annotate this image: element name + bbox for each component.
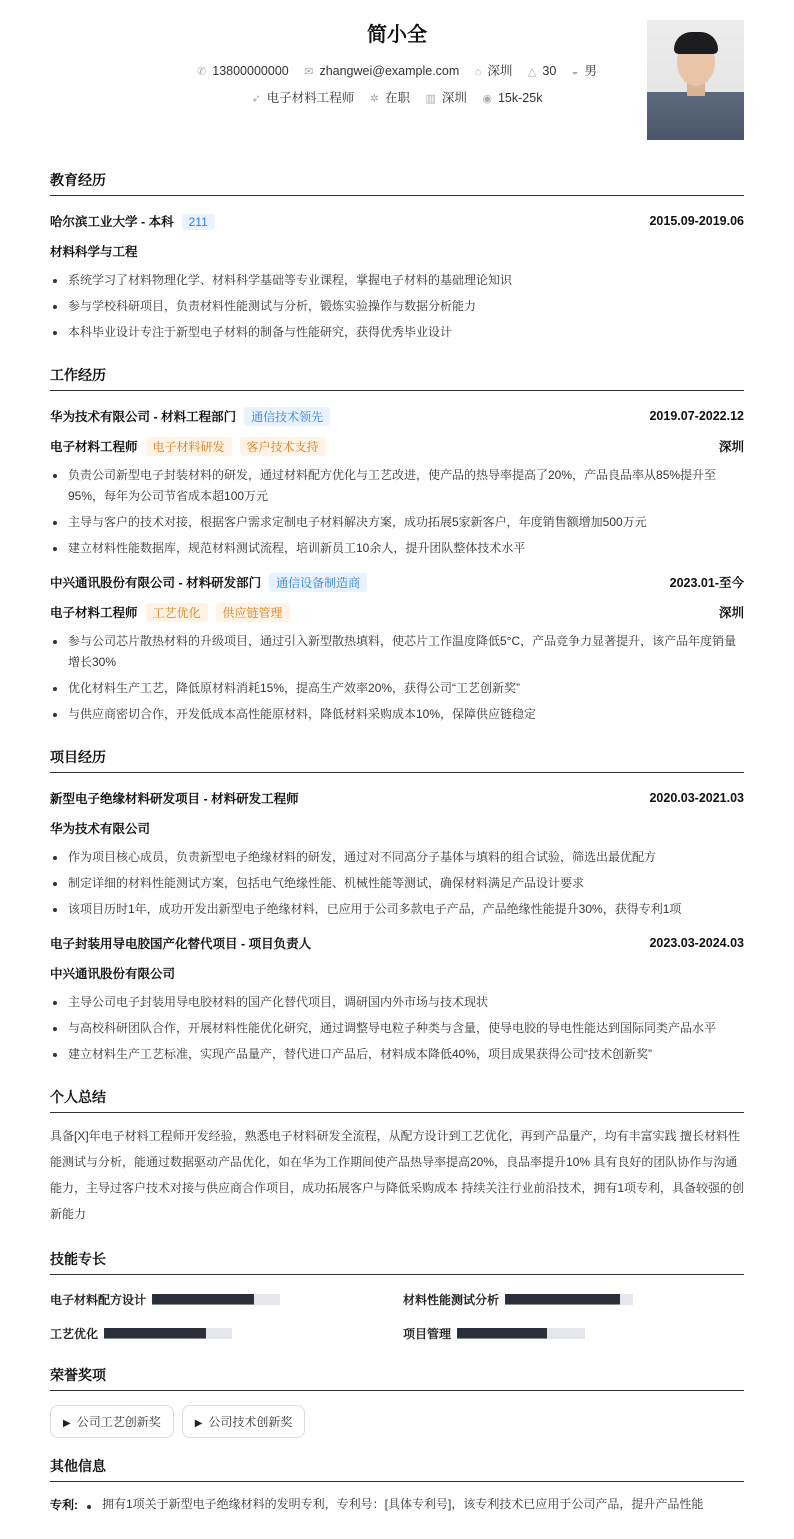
send-icon: ➶ (251, 93, 261, 105)
skill-item (50, 1323, 403, 1343)
other-section (50, 1456, 744, 1517)
list-item: 本科毕业设计专注于新型电子材料的制备与性能研究，获得优秀毕业设计 (50, 322, 744, 343)
list-item: 主导与客户的技术对接，根据客户需求定制电子材料解决方案，成功拓展5家新客户，年度销售额增加500万元 (50, 512, 744, 533)
skill-item (50, 1289, 403, 1309)
list-item: 作为项目核心成员，负责新型电子绝缘材料的研发，通过对不同高分子基体与填料的组合试验，筛选出最优配方 (50, 847, 744, 868)
home-icon: ⌂ (474, 66, 482, 78)
phone: 13800000000 (212, 64, 289, 78)
list-item: 负责公司新型电子封装材料的研发，通过材料配方优化与工艺改进，使产品的热导率提高了20%，产品良品率从85%提升至95%，每年为公司节省成本超100万元 (50, 465, 744, 507)
list-item: 参与公司芯片散热材料的升级项目，通过引入新型散热填料，使芯片工作温度降低5°C，产品竞争力显著提升，该产品年度销量增长30% (50, 631, 744, 673)
city: 深圳 (718, 440, 744, 454)
project-company: 中兴通讯股份有限公司 (50, 967, 176, 981)
section-title: 技能专长 (50, 1249, 744, 1275)
projects-section (50, 747, 744, 1065)
skill-name: 工艺优化 (50, 1326, 99, 1341)
list-item: 系统学习了材料物理化学、材料科学基础等专业课程，掌握电子材料的基础理论知识 (50, 270, 744, 291)
list-item: 与高校科研团队合作，开展材料性能优化研究，通过调整导电粒子种类与含量，使导电胶的导电性能达到国际同类产品水平 (50, 1018, 744, 1039)
skills-section (50, 1249, 744, 1343)
school: 哈尔滨工业大学 - 本科 (50, 215, 174, 229)
age-icon: △ (527, 66, 537, 78)
skill-bar (104, 1328, 232, 1339)
company-tag: 通信技术领先 (244, 407, 330, 426)
skill-bar (505, 1294, 633, 1305)
project-company: 华为技术有限公司 (50, 822, 151, 836)
company: 中兴通讯股份有限公司 - 材料研发部门 (50, 575, 262, 590)
gender: 男 (584, 64, 597, 78)
list-item: 与供应商密切合作，开发低成本高性能原材料，降低材料采购成本10%，保障供应链稳定 (50, 704, 744, 725)
profile-photo (647, 20, 744, 140)
summary-section (50, 1087, 744, 1227)
list-item: 参与学校科研项目，负责材料性能测试与分析，锻炼实验操作与数据分析能力 (50, 296, 744, 317)
section-title: 教育经历 (50, 170, 744, 196)
resume-body (50, 170, 744, 1539)
section-title: 个人总结 (50, 1087, 744, 1113)
skill-bar-fill (152, 1294, 254, 1305)
skill-bar-fill (505, 1294, 620, 1305)
award-item (50, 1405, 174, 1438)
phone-icon: ✆ (197, 66, 207, 78)
project-name: 新型电子绝缘材料研发项目 - 材料研发工程师 (50, 792, 299, 806)
summary-text: 具备[X]年电子材料工程师开发经验，熟悉电子材料研发全流程，从配方设计到工艺优化，再到产品量产，均有丰富实践 擅长材料性能测试与分析，能通过数据驱动产品优化，如在华为工作期间使产品热导率提高20%，良品率提升10% 具有良好的团队协作与沟通能力，主导过客户技术对接与供应商合作项目，成功拓展客户与降低采购成本 持续关注行业前沿技术，拥有1项专利，具备较强的创新能力 (50, 1129, 745, 1221)
list-item: 主导公司电子封装用导电胶材料的国产化替代项目，调研国内外市场与技术现状 (50, 992, 744, 1013)
triangle-icon: ▶ (63, 1418, 71, 1429)
skill-name: 项目管理 (403, 1326, 452, 1341)
role: 电子材料工程师 (50, 439, 138, 454)
position: 电子材料工程师 (266, 91, 355, 105)
target-city: 深圳 (441, 91, 467, 105)
work-section (50, 365, 744, 725)
skill-bar-fill (104, 1328, 206, 1339)
skill-name: 电子材料配方设计 (50, 1292, 147, 1307)
date: 2020.03-2021.03 (649, 791, 744, 805)
education-section (50, 170, 744, 343)
list-item: 拥有1项关于新型电子绝缘材料的发明专利，专利号：[具体专利号]，该专利技术已应用于公司产品，提升产品性能 (84, 1496, 703, 1512)
role-tag: 供应链管理 (216, 603, 290, 622)
skill-bar (457, 1328, 585, 1339)
project-name: 电子封装用导电胶国产化替代项目 - 项目负责人 (50, 937, 312, 951)
role-tag: 电子材料研发 (146, 437, 232, 456)
salary-icon: ◉ (482, 93, 492, 105)
major: 材料科学与工程 (50, 245, 138, 259)
award-name: 公司技术创新奖 (208, 1415, 293, 1429)
skill-item (403, 1289, 744, 1309)
triangle-icon: ▶ (194, 1418, 203, 1429)
skill-bar-fill (457, 1328, 547, 1339)
gender-icon: ◒ (571, 66, 579, 78)
section-title: 其他信息 (50, 1456, 744, 1482)
city: 深圳 (718, 606, 744, 620)
resume-header (0, 0, 794, 160)
status: 在职 (384, 91, 410, 105)
role: 电子材料工程师 (50, 605, 138, 620)
school-tag: 211 (182, 214, 215, 230)
award-item (182, 1405, 306, 1438)
company: 华为技术有限公司 - 材料工程部门 (50, 409, 237, 424)
date: 2019.07-2022.12 (649, 409, 744, 423)
list-item: 建立材料生产工艺标准，实现产品量产，替代进口产品后，材料成本降低40%，项目成果获得公司“技术创新奖” (50, 1044, 744, 1065)
list-item: 建立材料性能数据库，规范材料测试流程，培训新员工10余人，提升团队整体技术水平 (50, 538, 744, 559)
candidate-name: 简小全 (367, 24, 427, 46)
role-tag: 工艺优化 (146, 603, 208, 622)
date: 2023.01-至今 (669, 576, 744, 590)
building-icon: ▥ (425, 93, 436, 105)
skill-item (403, 1323, 744, 1343)
date: 2015.09-2019.06 (649, 214, 744, 228)
email-icon: ✉ (304, 66, 314, 78)
email: zhangwei@example.com (319, 64, 460, 78)
role-tag: 客户技术支持 (240, 437, 326, 456)
other-label: 专利: (50, 1498, 78, 1512)
section-title: 项目经历 (50, 747, 744, 773)
section-title: 工作经历 (50, 365, 744, 391)
list-item: 该项目历时1年，成功开发出新型电子绝缘材料，已应用于公司多款电子产品，产品绝缘性能提升30%，获得专利1项 (50, 899, 744, 920)
age: 30 (542, 64, 557, 78)
list-item: 优化材料生产工艺，降低原材料消耗15%，提高生产效率20%，获得公司“工艺创新奖” (50, 678, 744, 699)
city: 深圳 (487, 64, 513, 78)
skill-bar (152, 1294, 280, 1305)
salary: 15k-25k (497, 91, 543, 105)
award-name: 公司工艺创新奖 (76, 1415, 161, 1429)
date: 2023.03-2024.03 (649, 936, 744, 950)
list-item: 制定详细的材料性能测试方案，包括电气绝缘性能、机械性能等测试，确保材料满足产品设计要求 (50, 873, 744, 894)
section-title: 荣誉奖项 (50, 1365, 744, 1391)
skill-name: 材料性能测试分析 (403, 1292, 500, 1307)
status-icon: ✲ (369, 93, 379, 105)
awards-section (50, 1365, 744, 1438)
company-tag: 通信设备制造商 (269, 573, 367, 592)
